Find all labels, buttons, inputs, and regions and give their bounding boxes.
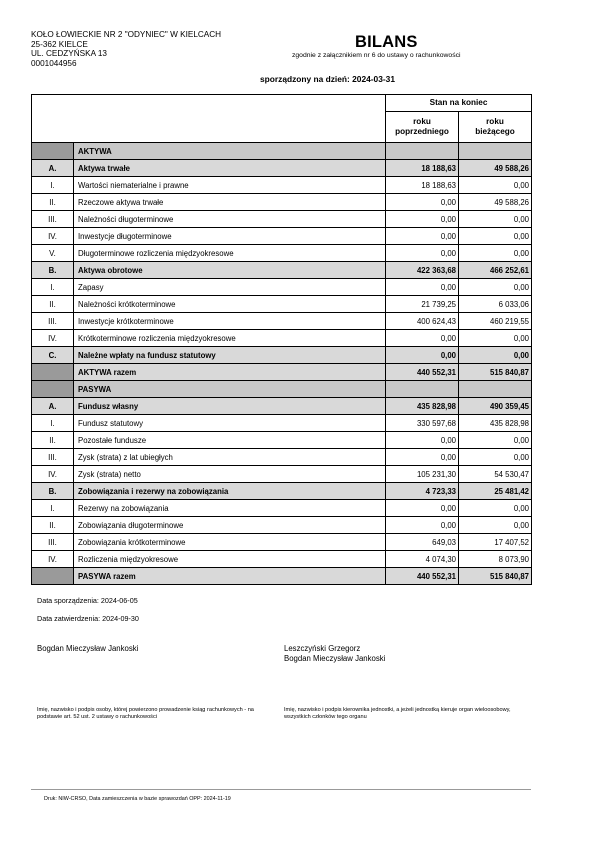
row-number: II. bbox=[32, 517, 74, 534]
row-label: Zobowiązania i rezerwy na zobowiązania bbox=[74, 483, 386, 500]
row-label: Inwestycje krótkoterminowe bbox=[74, 313, 386, 330]
row-label: Należności krótkoterminowe bbox=[74, 296, 386, 313]
row-value-prev: 422 363,68 bbox=[386, 262, 459, 279]
signature-right-name-1: Leszczyński Grzegorz bbox=[284, 644, 361, 653]
row-label: Należności długoterminowe bbox=[74, 211, 386, 228]
signature-left-name: Bogdan Mieczysław Jankoski bbox=[37, 644, 139, 653]
row-label: Rezerwy na zobowiązania bbox=[74, 500, 386, 517]
section-row bbox=[32, 143, 532, 160]
table-row bbox=[32, 211, 532, 228]
row-number bbox=[32, 364, 74, 381]
row-value-prev: 400 624,43 bbox=[386, 313, 459, 330]
row-value-prev: 440 552,31 bbox=[386, 364, 459, 381]
row-value-curr: 54 530,47 bbox=[459, 466, 532, 483]
row-label: AKTYWA bbox=[74, 143, 386, 160]
row-number: III. bbox=[32, 534, 74, 551]
row-value-curr: 460 219,55 bbox=[459, 313, 532, 330]
row-label: Zobowiązania długoterminowe bbox=[74, 517, 386, 534]
row-value-curr bbox=[459, 143, 532, 160]
row-value-prev: 0,00 bbox=[386, 245, 459, 262]
row-value-curr: 0,00 bbox=[459, 517, 532, 534]
row-value-curr: 0,00 bbox=[459, 211, 532, 228]
row-value-prev: 649,03 bbox=[386, 534, 459, 551]
signature-left-note: Imię, nazwisko i podpis osoby, której powierzono prowadzenie ksiąg rachunkowych - na podstawie art. 52 ust. 2 ustawy o rachunkowości bbox=[37, 707, 254, 720]
row-value-prev: 0,00 bbox=[386, 432, 459, 449]
row-value-curr bbox=[459, 381, 532, 398]
document-subtitle: zgodnie z załącznikiem nr 6 do ustawy o rachunkowości bbox=[292, 52, 461, 59]
row-label: PASYWA bbox=[74, 381, 386, 398]
row-label: Aktywa trwałe bbox=[74, 160, 386, 177]
table-row bbox=[32, 449, 532, 466]
row-label: PASYWA razem bbox=[74, 568, 386, 585]
row-label: Rzeczowe aktywa trwałe bbox=[74, 194, 386, 211]
group-row bbox=[32, 262, 532, 279]
row-label: Należne wpłaty na fundusz statutowy bbox=[74, 347, 386, 364]
row-number: I. bbox=[32, 279, 74, 296]
row-value-prev: 0,00 bbox=[386, 500, 459, 517]
row-value-curr: 0,00 bbox=[459, 330, 532, 347]
row-value-prev: 435 828,98 bbox=[386, 398, 459, 415]
signature-right-names bbox=[284, 644, 385, 664]
table-row bbox=[32, 534, 532, 551]
entity-block bbox=[31, 30, 221, 69]
row-label: Długoterminowe rozliczenia międzyokresowe bbox=[74, 245, 386, 262]
table-row bbox=[32, 432, 532, 449]
signature-right-name-2: Bogdan Mieczysław Jankoski bbox=[284, 654, 386, 663]
row-value-curr: 515 840,87 bbox=[459, 568, 532, 585]
row-value-prev: 0,00 bbox=[386, 279, 459, 296]
row-value-prev: 105 231,30 bbox=[386, 466, 459, 483]
row-value-prev: 0,00 bbox=[386, 228, 459, 245]
signature-right-note: Imię, nazwisko i podpis kierownika jednostki, a jeżeli jednostką kieruje organ wieloosobowy, wszystkich członków tego organu bbox=[284, 707, 511, 720]
table-row bbox=[32, 228, 532, 245]
row-label: Fundusz własny bbox=[74, 398, 386, 415]
row-value-curr: 0,00 bbox=[459, 245, 532, 262]
row-value-prev: 0,00 bbox=[386, 194, 459, 211]
row-number: IV. bbox=[32, 466, 74, 483]
row-value-curr: 466 252,61 bbox=[459, 262, 532, 279]
row-value-curr: 0,00 bbox=[459, 347, 532, 364]
row-value-curr: 515 840,87 bbox=[459, 364, 532, 381]
footer-divider bbox=[31, 789, 531, 790]
row-label: Krótkoterminowe rozliczenia międzyokresowe bbox=[74, 330, 386, 347]
row-number bbox=[32, 381, 74, 398]
table-row bbox=[32, 466, 532, 483]
row-number bbox=[32, 568, 74, 585]
table-row bbox=[32, 517, 532, 534]
row-number: III. bbox=[32, 211, 74, 228]
row-value-curr: 0,00 bbox=[459, 449, 532, 466]
header-stan-na-koniec: Stan na koniec bbox=[386, 95, 532, 112]
row-number: V. bbox=[32, 245, 74, 262]
row-value-prev: 440 552,31 bbox=[386, 568, 459, 585]
row-number: A. bbox=[32, 160, 74, 177]
row-value-prev: 18 188,63 bbox=[386, 177, 459, 194]
row-value-curr: 25 481,42 bbox=[459, 483, 532, 500]
row-label: Inwestycje długoterminowe bbox=[74, 228, 386, 245]
row-value-prev: 330 597,68 bbox=[386, 415, 459, 432]
row-value-curr: 0,00 bbox=[459, 432, 532, 449]
row-value-prev: 18 188,63 bbox=[386, 160, 459, 177]
row-label: Zapasy bbox=[74, 279, 386, 296]
entity-city: 25-362 KIELCE bbox=[31, 39, 88, 49]
row-number: III. bbox=[32, 313, 74, 330]
row-number: I. bbox=[32, 177, 74, 194]
row-value-curr: 435 828,98 bbox=[459, 415, 532, 432]
table-row bbox=[32, 551, 532, 568]
entity-number: 0001044956 bbox=[31, 59, 77, 69]
table-row bbox=[32, 296, 532, 313]
row-value-prev: 0,00 bbox=[386, 211, 459, 228]
entity-street: UL. CEDZYŃSKA 13 bbox=[31, 49, 107, 59]
table-row bbox=[32, 177, 532, 194]
header-curr-year: roku bieżącego bbox=[459, 112, 532, 143]
row-value-prev: 0,00 bbox=[386, 449, 459, 466]
row-number: A. bbox=[32, 398, 74, 415]
total-row bbox=[32, 364, 532, 381]
row-value-prev: 4 723,33 bbox=[386, 483, 459, 500]
table-row bbox=[32, 279, 532, 296]
row-label: Zysk (strata) netto bbox=[74, 466, 386, 483]
row-value-curr: 0,00 bbox=[459, 500, 532, 517]
group-row bbox=[32, 347, 532, 364]
row-value-prev: 0,00 bbox=[386, 517, 459, 534]
row-number: I. bbox=[32, 415, 74, 432]
row-number: IV. bbox=[32, 551, 74, 568]
row-label: Wartości niematerialne i prawne bbox=[74, 177, 386, 194]
row-number: IV. bbox=[32, 330, 74, 347]
entity-name: KOŁO ŁOWIECKIE NR 2 "ODYNIEC" W KIELCACH bbox=[31, 30, 222, 39]
balance-date: sporządzony na dzień: 2024-03-31 bbox=[260, 74, 395, 84]
row-value-curr: 0,00 bbox=[459, 177, 532, 194]
row-number: II. bbox=[32, 296, 74, 313]
row-number: II. bbox=[32, 194, 74, 211]
table-row bbox=[32, 330, 532, 347]
footer-print-info: Druk: NIW-CRSO, Data zamieszczenia w bazie sprawozdań OPP: 2024-11-19 bbox=[44, 796, 231, 802]
row-number: B. bbox=[32, 262, 74, 279]
row-value-prev: 0,00 bbox=[386, 330, 459, 347]
row-value-curr: 49 588,26 bbox=[459, 160, 532, 177]
row-label: Pozostałe fundusze bbox=[74, 432, 386, 449]
row-label: Fundusz statutowy bbox=[74, 415, 386, 432]
header-blank-cell bbox=[32, 95, 386, 143]
row-label: Zobowiązania krótkoterminowe bbox=[74, 534, 386, 551]
header-prev-year: roku poprzedniego bbox=[386, 112, 459, 143]
date-prepared: Data sporządzenia: 2024-06-05 bbox=[37, 596, 138, 605]
row-number: III. bbox=[32, 449, 74, 466]
row-value-curr: 8 073,90 bbox=[459, 551, 532, 568]
row-label: Zysk (strata) z lat ubiegłych bbox=[74, 449, 386, 466]
row-number: B. bbox=[32, 483, 74, 500]
row-value-curr: 49 588,26 bbox=[459, 194, 532, 211]
row-label: Aktywa obrotowe bbox=[74, 262, 386, 279]
document-title: BILANS bbox=[355, 33, 418, 51]
group-row bbox=[32, 398, 532, 415]
table-row bbox=[32, 194, 532, 211]
row-number: C. bbox=[32, 347, 74, 364]
row-value-prev bbox=[386, 381, 459, 398]
date-approved: Data zatwierdzenia: 2024-09-30 bbox=[37, 614, 139, 623]
row-value-prev: 21 739,25 bbox=[386, 296, 459, 313]
row-value-prev: 4 074,30 bbox=[386, 551, 459, 568]
row-value-prev bbox=[386, 143, 459, 160]
row-value-curr: 17 407,52 bbox=[459, 534, 532, 551]
section-row bbox=[32, 381, 532, 398]
row-number bbox=[32, 143, 74, 160]
row-value-curr: 0,00 bbox=[459, 279, 532, 296]
table-row bbox=[32, 415, 532, 432]
balance-table bbox=[31, 94, 532, 585]
table-row bbox=[32, 313, 532, 330]
row-number: I. bbox=[32, 500, 74, 517]
row-label: Rozliczenia międzyokresowe bbox=[74, 551, 386, 568]
group-row bbox=[32, 160, 532, 177]
group-row bbox=[32, 483, 532, 500]
row-label: AKTYWA razem bbox=[74, 364, 386, 381]
table-row bbox=[32, 500, 532, 517]
total-row bbox=[32, 568, 532, 585]
row-value-curr: 490 359,45 bbox=[459, 398, 532, 415]
row-value-prev: 0,00 bbox=[386, 347, 459, 364]
row-value-curr: 6 033,06 bbox=[459, 296, 532, 313]
row-number: II. bbox=[32, 432, 74, 449]
row-number: IV. bbox=[32, 228, 74, 245]
row-value-curr: 0,00 bbox=[459, 228, 532, 245]
table-row bbox=[32, 245, 532, 262]
